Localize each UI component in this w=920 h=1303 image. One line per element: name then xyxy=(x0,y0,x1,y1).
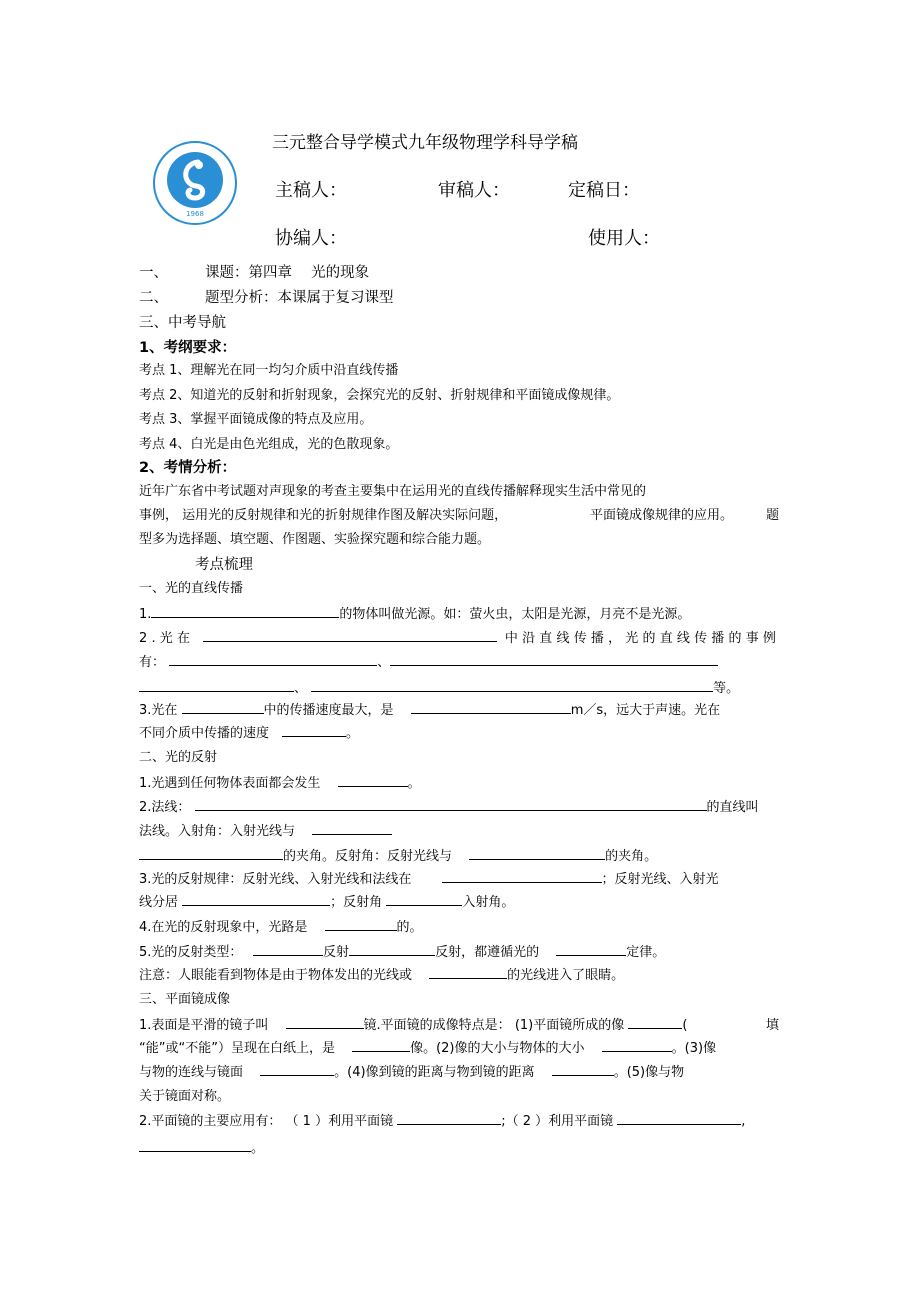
answer-blank[interactable] xyxy=(139,1139,251,1152)
answer-blank[interactable] xyxy=(312,822,392,835)
outline-item-2-text: 题型分析：本课属于复习课型 xyxy=(205,290,394,306)
outline-item-3: 三、中考导航 xyxy=(139,315,226,331)
s3-q1-line2: “能”或“不能”）呈现在白纸上，是 像。(2)像的大小与物体的大小 。(3)像 xyxy=(139,1041,717,1056)
analysis-heading: 2、考情分析： xyxy=(139,460,237,476)
reviewer-label: 审稿人： xyxy=(438,180,510,201)
s2-q2-line1: 2.法线： 的直线叫 xyxy=(139,800,759,815)
answer-blank[interactable] xyxy=(352,1039,410,1052)
outline-item-1-num: 一、 xyxy=(139,265,168,281)
syllabus-point: 考点 4、白光是由色光组成，光的色散现象。 xyxy=(139,437,399,452)
answer-blank[interactable] xyxy=(139,847,283,860)
page-title: 三元整合导学模式九年级物理学科导学稿 xyxy=(272,133,578,153)
chief-editor-label: 主稿人： xyxy=(275,180,347,201)
school-logo xyxy=(152,140,238,226)
answer-blank[interactable] xyxy=(139,679,294,692)
answer-blank[interactable] xyxy=(311,679,713,692)
answer-blank[interactable] xyxy=(386,893,462,906)
analysis-line-2a: 事例， 运用光的反射规律和光的折射规律作图及解决实际问题， xyxy=(139,508,508,523)
s1-q2-line2: 有： 、 xyxy=(139,651,718,670)
section-3-title: 三、平面镜成像 xyxy=(139,992,231,1007)
answer-blank[interactable] xyxy=(325,918,397,931)
answer-blank[interactable] xyxy=(282,724,346,737)
answer-blank[interactable] xyxy=(429,966,507,979)
s3-q1-line4: 关于镜面对称。 xyxy=(139,1089,231,1104)
syllabus-point: 考点 2、知道光的反射和折射现象，会探究光的反射、折射规律和平面镜成像规律。 xyxy=(139,388,620,403)
s2-q2-line2: 法线。入射角：入射光线与 xyxy=(139,820,392,839)
section-1-title: 一、光的直线传播 xyxy=(139,581,244,596)
outline-item-1-text: 课题：第四章 光的现象 xyxy=(205,265,370,281)
s2-q5: 5.光的反射类型： 反射 反射，都遵循光的 定律。 xyxy=(139,945,666,960)
analysis-line-2b: 平面镜成像规律的应用。 xyxy=(590,508,734,523)
answer-blank[interactable] xyxy=(469,847,605,860)
s1-q1: 1. 的物体叫做光源。如：萤火虫，太阳是光源，月亮不是光源。 xyxy=(139,607,691,622)
s2-q3-line1: 3.光的反射规律：反射光线、入射光线和法线在 ；反射光线、入射光 xyxy=(139,872,719,887)
s2-q4: 4.在光的反射现象中，光路是 的。 xyxy=(139,920,423,935)
s2-note: 注意：人眼能看到物体是由于物体发出的光线或 的光线进入了眼睛。 xyxy=(139,968,625,983)
answer-blank[interactable] xyxy=(182,893,330,906)
seal-year: 1968 xyxy=(186,210,204,218)
s1-q3-line2: 不同介质中传播的速度 。 xyxy=(139,726,360,741)
s3-q2-line2: 。 xyxy=(139,1137,264,1156)
s2-q3-line2: 线分居 ；反射角 入射角。 xyxy=(139,895,515,910)
s3-q1-line1: 1.表面是平滑的镜子叫 镜.平面镜的成像特点是： (1)平面镜所成的像 ( xyxy=(139,1018,688,1033)
answer-blank[interactable] xyxy=(552,1063,614,1076)
answer-blank[interactable] xyxy=(260,1063,334,1076)
analysis-line-1: 近年广东省中考试题对声现象的考查主要集中在运用光的直线传播解释现实生活中常见的 xyxy=(139,484,647,499)
answer-blank[interactable] xyxy=(151,605,339,618)
s1-q2-line1: 2.光在 中沿直线传播，光的直线传播的事例 xyxy=(139,631,781,646)
answer-blank[interactable] xyxy=(169,653,377,666)
answer-blank[interactable] xyxy=(442,870,602,883)
answer-blank[interactable] xyxy=(182,701,264,714)
answer-blank[interactable] xyxy=(286,1016,364,1029)
analysis-line-2c: 题 xyxy=(766,508,780,523)
answer-blank[interactable] xyxy=(390,653,718,666)
review-heading: 考点梳理 xyxy=(195,557,253,573)
s2-q2-line3: 的夹角。反射角：反射光线与 的夹角。 xyxy=(139,845,657,864)
answer-blank[interactable] xyxy=(253,943,323,956)
answer-blank[interactable] xyxy=(203,629,497,642)
answer-blank[interactable] xyxy=(628,1016,682,1029)
answer-blank[interactable] xyxy=(349,943,435,956)
answer-blank[interactable] xyxy=(338,774,408,787)
answer-blank[interactable] xyxy=(602,1039,672,1052)
analysis-line-3: 型多为选择题、填空题、作图题、实验探究题和综合能力题。 xyxy=(139,532,491,547)
answer-blank[interactable] xyxy=(556,943,626,956)
s3-q1-line3: 与物的连线与镜面 。(4)像到镜的距离与物到镜的距离 。(5)像与物 xyxy=(139,1065,685,1080)
answer-blank[interactable] xyxy=(195,798,707,811)
section-2-title: 二、光的反射 xyxy=(139,750,218,765)
syllabus-point: 考点 1、理解光在同一均匀介质中沿直线传播 xyxy=(139,363,399,378)
answer-blank[interactable] xyxy=(617,1112,741,1125)
co-editor-label: 协编人： xyxy=(275,228,347,249)
syllabus-point: 考点 3、掌握平面镜成像的特点及应用。 xyxy=(139,412,373,427)
user-label: 使用人： xyxy=(588,228,660,249)
syllabus-heading: 1、考纲要求： xyxy=(139,340,237,356)
answer-blank[interactable] xyxy=(411,701,571,714)
s2-q1: 1.光遇到任何物体表面都会发生 。 xyxy=(139,776,421,791)
s3-q2-line1: 2.平面镜的主要应用有： （ 1 ）利用平面镜 ;（ 2 ）利用平面镜 , xyxy=(139,1114,746,1129)
s3-q1-fill-hint: 填 xyxy=(766,1018,780,1033)
outline-item-2-num: 二、 xyxy=(139,290,168,306)
final-date-label: 定稿日： xyxy=(568,180,640,201)
s1-q3-line1: 3.光在 中的传播速度最大，是 m／s，远大于声速。光在 xyxy=(139,703,721,718)
s1-q2-line3: 、 等。 xyxy=(139,677,739,696)
answer-blank[interactable] xyxy=(397,1112,501,1125)
